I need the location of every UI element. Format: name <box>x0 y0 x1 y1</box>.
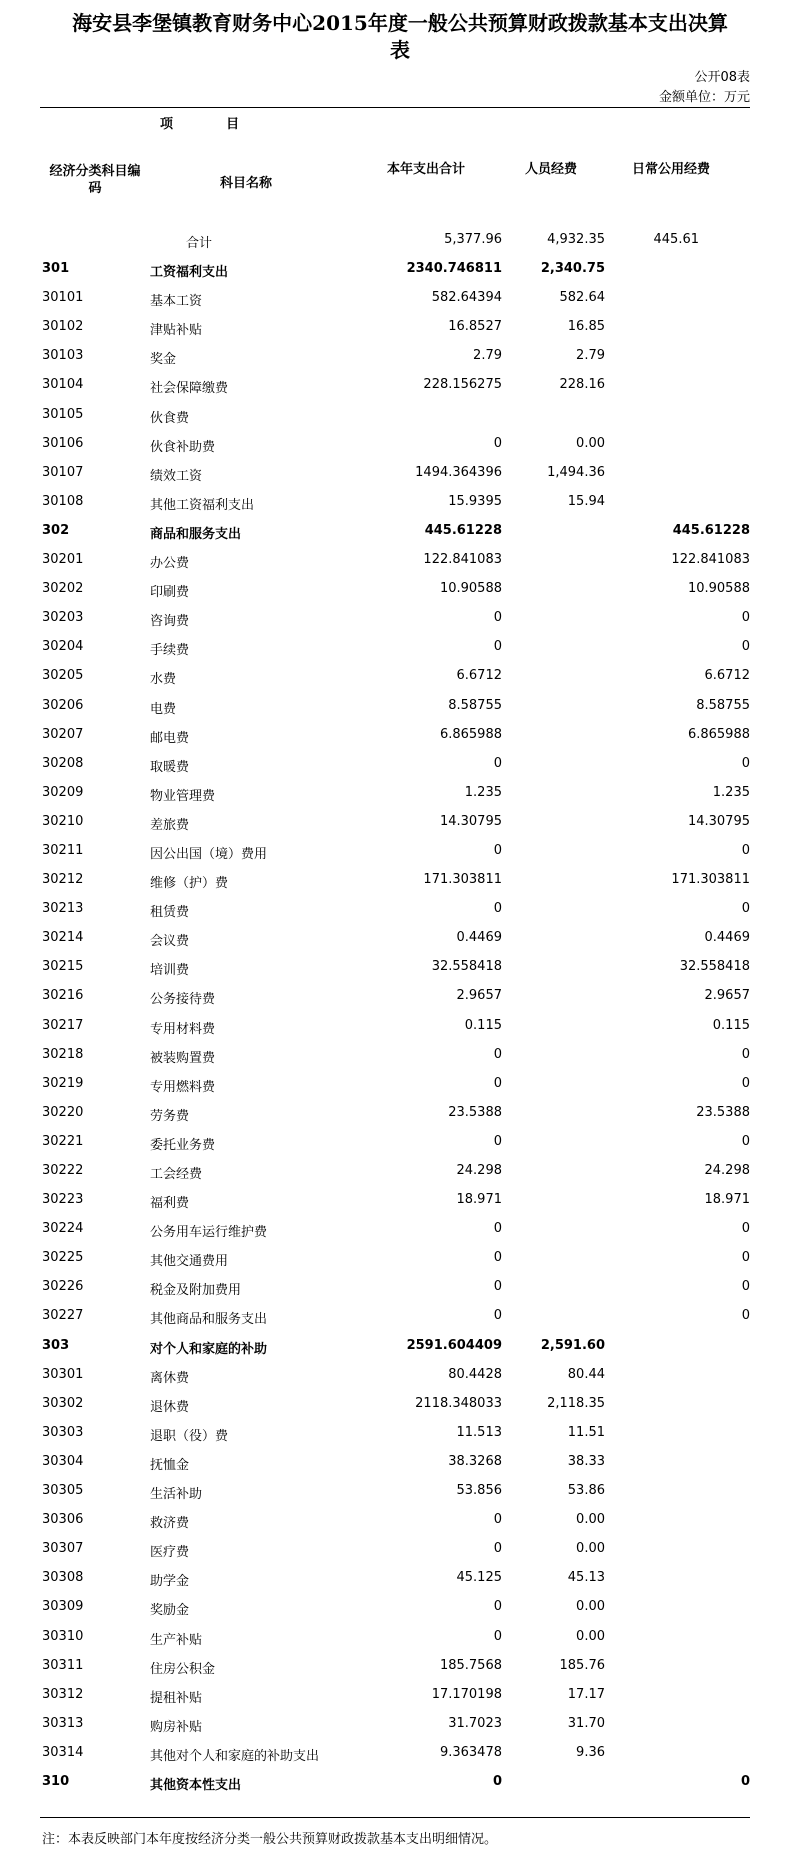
row-name: 绩效工资 <box>150 468 203 484</box>
row-name: 退职（役）费 <box>150 1428 229 1444</box>
row-total: 0 <box>493 1046 502 1062</box>
table-row <box>0 312 800 341</box>
row-code: 30308 <box>42 1570 84 1586</box>
row-total: 0 <box>493 1075 502 1091</box>
row-name: 奖金 <box>150 352 177 368</box>
row-code: 30208 <box>42 755 84 771</box>
row-total: 0 <box>493 755 502 771</box>
row-code: 30303 <box>42 1424 84 1440</box>
row-code: 30211 <box>42 842 84 858</box>
footnote: 注：本表反映部门本年度按经济分类一般公共预算财政拨款基本支出明细情况。 <box>42 1832 498 1847</box>
title-line-1: 海安县李堡镇教育财务中心2015年度一般公共预算财政拨款基本支出决算 <box>72 11 728 35</box>
row-staff: 11.51 <box>567 1424 605 1440</box>
row-code: 30302 <box>42 1395 84 1411</box>
row-code: 30203 <box>42 610 84 626</box>
row-code: 30301 <box>42 1366 84 1382</box>
row-total: 10.90588 <box>439 581 502 597</box>
row-daily: 0 <box>741 1133 750 1149</box>
row-staff: 0.00 <box>576 1599 605 1615</box>
row-code: 30216 <box>42 988 84 1004</box>
row-total: 0 <box>493 1221 502 1237</box>
row-total: 0 <box>493 1512 502 1528</box>
row-total: 80.4428 <box>448 1366 502 1382</box>
row-code: 30217 <box>42 1017 84 1033</box>
row-total: 171.303811 <box>423 872 502 888</box>
row-staff: 16.85 <box>567 319 605 335</box>
row-name: 生产补贴 <box>150 1632 203 1648</box>
row-staff: 0.00 <box>576 1541 605 1557</box>
row-name: 对个人和家庭的补助 <box>150 1341 268 1357</box>
row-total: 18.971 <box>456 1192 502 1208</box>
row-daily: 6.865988 <box>687 726 750 742</box>
row-staff: 31.70 <box>567 1715 605 1731</box>
table-row <box>0 487 800 516</box>
header-item-a: 项 <box>160 117 176 132</box>
row-total: 0 <box>493 639 502 655</box>
table-row <box>0 1011 800 1040</box>
row-total: 53.856 <box>456 1483 502 1499</box>
row-name: 维修（护）费 <box>150 876 229 892</box>
row-total: 31.7023 <box>448 1715 502 1731</box>
row-name: 离休费 <box>150 1370 190 1386</box>
row-total: 0 <box>492 1773 502 1789</box>
row-staff: 0.00 <box>576 435 605 451</box>
row-total: 23.5388 <box>448 1104 502 1120</box>
row-name: 退休费 <box>150 1399 190 1415</box>
row-name: 物业管理费 <box>150 788 216 804</box>
table-row <box>0 370 800 399</box>
row-total: 122.841083 <box>423 552 502 568</box>
row-name: 购房补贴 <box>150 1719 203 1735</box>
row-name: 伙食费 <box>150 410 190 426</box>
row-daily: 445.61228 <box>672 522 750 538</box>
table-row <box>0 1040 800 1069</box>
row-code: 30105 <box>42 406 84 422</box>
table-row <box>0 1767 800 1796</box>
row-code: 301 <box>42 261 70 277</box>
header-code-line-1: 经济分类科目编 <box>49 164 141 179</box>
row-staff: 1,494.36 <box>547 464 605 480</box>
row-code: 30309 <box>42 1599 84 1615</box>
row-name: 提租补贴 <box>150 1690 203 1706</box>
row-name: 水费 <box>150 672 177 688</box>
row-name: 印刷费 <box>150 585 190 601</box>
row-name: 差旅费 <box>150 817 190 833</box>
row-name: 生活补助 <box>150 1487 203 1503</box>
row-daily: 24.298 <box>704 1163 750 1178</box>
row-daily: 0 <box>741 901 750 917</box>
row-code: 30103 <box>42 348 84 364</box>
row-total: 9.363478 <box>439 1744 502 1760</box>
form-number: 公开08表 <box>694 70 750 85</box>
row-code: 310 <box>42 1773 70 1789</box>
row-name: 劳务费 <box>150 1108 190 1124</box>
page-title <box>0 10 800 64</box>
row-code: 30106 <box>42 435 84 451</box>
row-name: 工会经费 <box>150 1167 203 1182</box>
row-total: 582.64394 <box>431 290 502 306</box>
row-name: 医疗费 <box>150 1545 190 1561</box>
row-code: 30304 <box>42 1453 84 1469</box>
row-daily: 6.6712 <box>704 668 750 684</box>
row-daily: 0 <box>741 755 750 771</box>
row-staff: 45.13 <box>567 1570 605 1586</box>
table-row <box>0 661 800 690</box>
row-name: 邮电费 <box>150 730 190 746</box>
row-name: 被装购置费 <box>150 1050 216 1066</box>
row-daily: 14.30795 <box>687 813 750 829</box>
row-total: 0 <box>493 435 502 451</box>
row-code: 30225 <box>42 1250 84 1266</box>
top-divider <box>40 107 750 108</box>
table-row <box>0 1360 800 1389</box>
table-row <box>0 283 800 312</box>
row-name: 其他对个人和家庭的补助支出 <box>150 1748 320 1764</box>
row-total: 0.4469 <box>456 930 502 946</box>
table-row <box>0 1389 800 1418</box>
table-row <box>0 1127 800 1156</box>
row-daily: 171.303811 <box>671 872 750 888</box>
row-code: 30204 <box>42 639 84 655</box>
row-name: 伙食补助费 <box>150 439 216 455</box>
table-row <box>0 981 800 1010</box>
sum-total: 5,377.96 <box>444 232 502 247</box>
row-daily: 1.235 <box>712 784 750 800</box>
row-code: 30220 <box>42 1104 84 1120</box>
table-row <box>0 1185 800 1214</box>
row-total: 15.9395 <box>448 493 502 509</box>
table-row <box>0 894 800 923</box>
row-code: 30311 <box>42 1657 84 1673</box>
row-code: 30306 <box>42 1512 84 1528</box>
row-name: 公务接待费 <box>150 992 216 1008</box>
row-name: 专用材料费 <box>150 1021 216 1037</box>
row-code: 30212 <box>42 872 84 888</box>
table-row <box>0 1680 800 1709</box>
row-name: 抚恤金 <box>150 1457 190 1473</box>
row-staff: 15.94 <box>567 493 605 509</box>
row-staff: 53.86 <box>567 1483 605 1499</box>
row-name: 基本工资 <box>150 294 203 310</box>
table-row <box>0 429 800 458</box>
table-row <box>0 807 800 836</box>
bottom-divider <box>40 1817 750 1818</box>
table-row <box>0 574 800 603</box>
table-row <box>0 603 800 632</box>
row-total: 2340.746811 <box>406 261 502 277</box>
header-code <box>40 163 150 197</box>
row-total: 38.3268 <box>448 1453 502 1469</box>
row-total: 0 <box>493 1308 502 1324</box>
row-code: 30102 <box>42 319 84 335</box>
table-row <box>0 1738 800 1767</box>
row-daily: 0.4469 <box>704 930 750 946</box>
row-total: 445.61228 <box>424 522 502 538</box>
row-staff: 80.44 <box>567 1366 605 1382</box>
row-daily: 18.971 <box>704 1192 750 1208</box>
row-total: 0 <box>493 1279 502 1295</box>
row-daily: 0 <box>741 610 750 626</box>
row-name: 工资福利支出 <box>150 265 229 281</box>
row-name: 会议费 <box>150 934 190 950</box>
row-name: 其他资本性支出 <box>150 1777 242 1793</box>
row-code: 303 <box>42 1337 70 1353</box>
row-code: 302 <box>42 522 70 538</box>
row-staff: 0.00 <box>576 1512 605 1528</box>
row-total: 0 <box>493 1541 502 1557</box>
row-code: 30214 <box>42 930 84 946</box>
sum-label: 合计 <box>186 236 213 251</box>
row-name: 助学金 <box>150 1574 190 1590</box>
table-row <box>0 458 800 487</box>
row-code: 30310 <box>42 1628 84 1644</box>
row-total: 6.865988 <box>439 726 502 742</box>
table-row <box>0 254 800 283</box>
row-name: 其他交通费用 <box>150 1254 229 1270</box>
row-total: 45.125 <box>456 1570 502 1586</box>
row-staff: 9.36 <box>576 1744 605 1760</box>
row-code: 30101 <box>42 290 84 306</box>
row-total: 17.170198 <box>431 1686 502 1702</box>
row-code: 30201 <box>42 552 84 568</box>
row-total: 0 <box>493 1599 502 1615</box>
row-total: 0 <box>493 1628 502 1644</box>
header-staff: 人员经费 <box>525 162 578 177</box>
table-row <box>0 632 800 661</box>
row-total: 2.79 <box>473 348 502 364</box>
row-code: 30221 <box>42 1133 84 1149</box>
table-row <box>0 923 800 952</box>
header-item <box>160 113 241 132</box>
row-staff: 38.33 <box>567 1453 605 1469</box>
table-row <box>0 1301 800 1330</box>
table-row <box>0 400 800 429</box>
row-total: 2.9657 <box>456 988 502 1004</box>
row-name: 因公出国（境）费用 <box>150 846 268 862</box>
row-code: 30213 <box>42 901 84 917</box>
row-total: 14.30795 <box>439 813 502 829</box>
row-code: 30209 <box>42 784 84 800</box>
table-row <box>0 1214 800 1243</box>
row-code: 30104 <box>42 377 84 393</box>
table-row <box>0 1534 800 1563</box>
row-daily: 0 <box>741 1250 750 1266</box>
table-row <box>0 1709 800 1738</box>
row-code: 30107 <box>42 464 84 480</box>
table-row <box>0 749 800 778</box>
row-staff: 582.64 <box>559 290 605 306</box>
row-name: 电费 <box>150 701 177 717</box>
row-daily: 0 <box>740 1773 750 1789</box>
table-row <box>0 1331 800 1360</box>
row-name: 福利费 <box>150 1196 190 1212</box>
table-row <box>0 1505 800 1534</box>
table-row <box>0 952 800 981</box>
table-row <box>0 836 800 865</box>
row-total: 228.156275 <box>423 377 502 393</box>
row-daily: 0 <box>741 639 750 655</box>
row-staff: 2.79 <box>576 348 605 364</box>
row-daily: 8.58755 <box>696 697 750 713</box>
table-row <box>0 545 800 574</box>
row-name: 租赁费 <box>150 905 190 921</box>
row-staff: 2,118.35 <box>547 1395 605 1411</box>
row-code: 30313 <box>42 1715 84 1731</box>
row-code: 30218 <box>42 1046 84 1062</box>
row-name: 手续费 <box>150 643 190 659</box>
row-name: 社会保障缴费 <box>150 381 229 397</box>
row-total: 8.58755 <box>448 697 502 713</box>
row-name: 培训费 <box>150 963 190 979</box>
row-daily: 0 <box>741 842 750 858</box>
row-total: 0 <box>493 842 502 858</box>
row-code: 30223 <box>42 1192 84 1208</box>
row-total: 2591.604409 <box>406 1337 502 1353</box>
row-code: 30202 <box>42 581 84 597</box>
title-line-2: 表 <box>390 38 410 62</box>
table-row <box>0 516 800 545</box>
row-code: 30210 <box>42 813 84 829</box>
row-name: 津贴补贴 <box>150 323 203 339</box>
row-name: 办公费 <box>150 556 190 572</box>
table-body <box>0 225 800 1796</box>
row-code: 30219 <box>42 1075 84 1091</box>
row-total: 0 <box>493 610 502 626</box>
row-name: 其他工资福利支出 <box>150 497 255 513</box>
table-row <box>0 1651 800 1680</box>
row-daily: 122.841083 <box>671 552 750 568</box>
header-name: 科目名称 <box>220 176 273 191</box>
row-total: 1494.364396 <box>415 464 502 480</box>
row-daily: 0 <box>741 1075 750 1091</box>
row-code: 30305 <box>42 1483 84 1499</box>
table-row <box>0 1592 800 1621</box>
header-daily: 日常公用经费 <box>632 162 711 177</box>
row-staff: 2,340.75 <box>540 261 605 277</box>
row-staff: 228.16 <box>559 377 605 393</box>
sum-daily: 445.61 <box>653 232 699 247</box>
row-code: 30108 <box>42 493 84 509</box>
row-code: 30206 <box>42 697 84 713</box>
table-row <box>0 865 800 894</box>
table-row <box>0 778 800 807</box>
row-code: 30312 <box>42 1686 84 1702</box>
row-code: 30215 <box>42 959 84 975</box>
row-total: 0.115 <box>464 1017 502 1033</box>
row-daily: 0.115 <box>712 1017 750 1033</box>
row-code: 30205 <box>42 668 84 684</box>
row-name: 救济费 <box>150 1516 190 1532</box>
row-name: 税金及附加费用 <box>150 1283 242 1299</box>
row-total: 16.8527 <box>448 319 502 335</box>
row-code: 30227 <box>42 1308 84 1324</box>
row-code: 30226 <box>42 1279 84 1295</box>
table-row <box>0 1622 800 1651</box>
row-staff: 0.00 <box>576 1628 605 1644</box>
row-daily: 0 <box>741 1046 750 1062</box>
row-name: 取暖费 <box>150 759 190 775</box>
table-row <box>0 1476 800 1505</box>
row-code: 30224 <box>42 1221 84 1237</box>
row-total: 24.298 <box>456 1163 502 1178</box>
row-name: 其他商品和服务支出 <box>150 1312 268 1328</box>
row-name: 公务用车运行维护费 <box>150 1225 268 1241</box>
row-staff: 185.76 <box>559 1657 605 1673</box>
table-row <box>0 1069 800 1098</box>
table-row <box>0 1098 800 1127</box>
amount-unit: 金额单位：万元 <box>658 90 750 105</box>
table-row <box>0 1447 800 1476</box>
table-row <box>0 691 800 720</box>
row-daily: 10.90588 <box>687 581 750 597</box>
table-row <box>0 1156 800 1185</box>
row-name: 住房公积金 <box>150 1661 216 1677</box>
row-daily: 0 <box>741 1221 750 1237</box>
row-daily: 0 <box>741 1279 750 1295</box>
row-staff: 2,591.60 <box>540 1337 605 1353</box>
row-total: 0 <box>493 1250 502 1266</box>
table-row <box>0 1243 800 1272</box>
row-total: 1.235 <box>464 784 502 800</box>
sum-staff: 4,932.35 <box>547 232 605 247</box>
table-row <box>0 720 800 749</box>
row-total: 6.6712 <box>456 668 502 684</box>
header-total: 本年支出合计 <box>387 162 466 177</box>
row-total: 32.558418 <box>431 959 502 975</box>
row-name: 咨询费 <box>150 614 190 630</box>
row-code: 30314 <box>42 1744 84 1760</box>
row-daily: 0 <box>741 1308 750 1324</box>
header-item-b: 目 <box>226 117 242 132</box>
row-daily: 2.9657 <box>704 988 750 1004</box>
row-total: 0 <box>493 1133 502 1149</box>
row-total: 11.513 <box>456 1424 502 1440</box>
row-total: 0 <box>493 901 502 917</box>
table-row <box>0 1418 800 1447</box>
row-code: 30222 <box>42 1163 84 1178</box>
table-row <box>0 341 800 370</box>
table-row <box>0 1563 800 1592</box>
row-code: 30207 <box>42 726 84 742</box>
row-total: 2118.348033 <box>415 1395 502 1411</box>
row-code: 30307 <box>42 1541 84 1557</box>
row-name: 商品和服务支出 <box>150 526 242 542</box>
row-name: 委托业务费 <box>150 1137 216 1153</box>
table-row <box>0 1272 800 1301</box>
row-daily: 32.558418 <box>679 959 750 975</box>
row-name: 奖励金 <box>150 1603 190 1619</box>
row-total: 185.7568 <box>439 1657 502 1673</box>
row-name: 专用燃料费 <box>150 1079 216 1095</box>
sum-row <box>0 225 800 254</box>
row-daily: 23.5388 <box>696 1104 750 1120</box>
header-code-line-2: 码 <box>88 181 102 196</box>
row-staff: 17.17 <box>567 1686 605 1702</box>
